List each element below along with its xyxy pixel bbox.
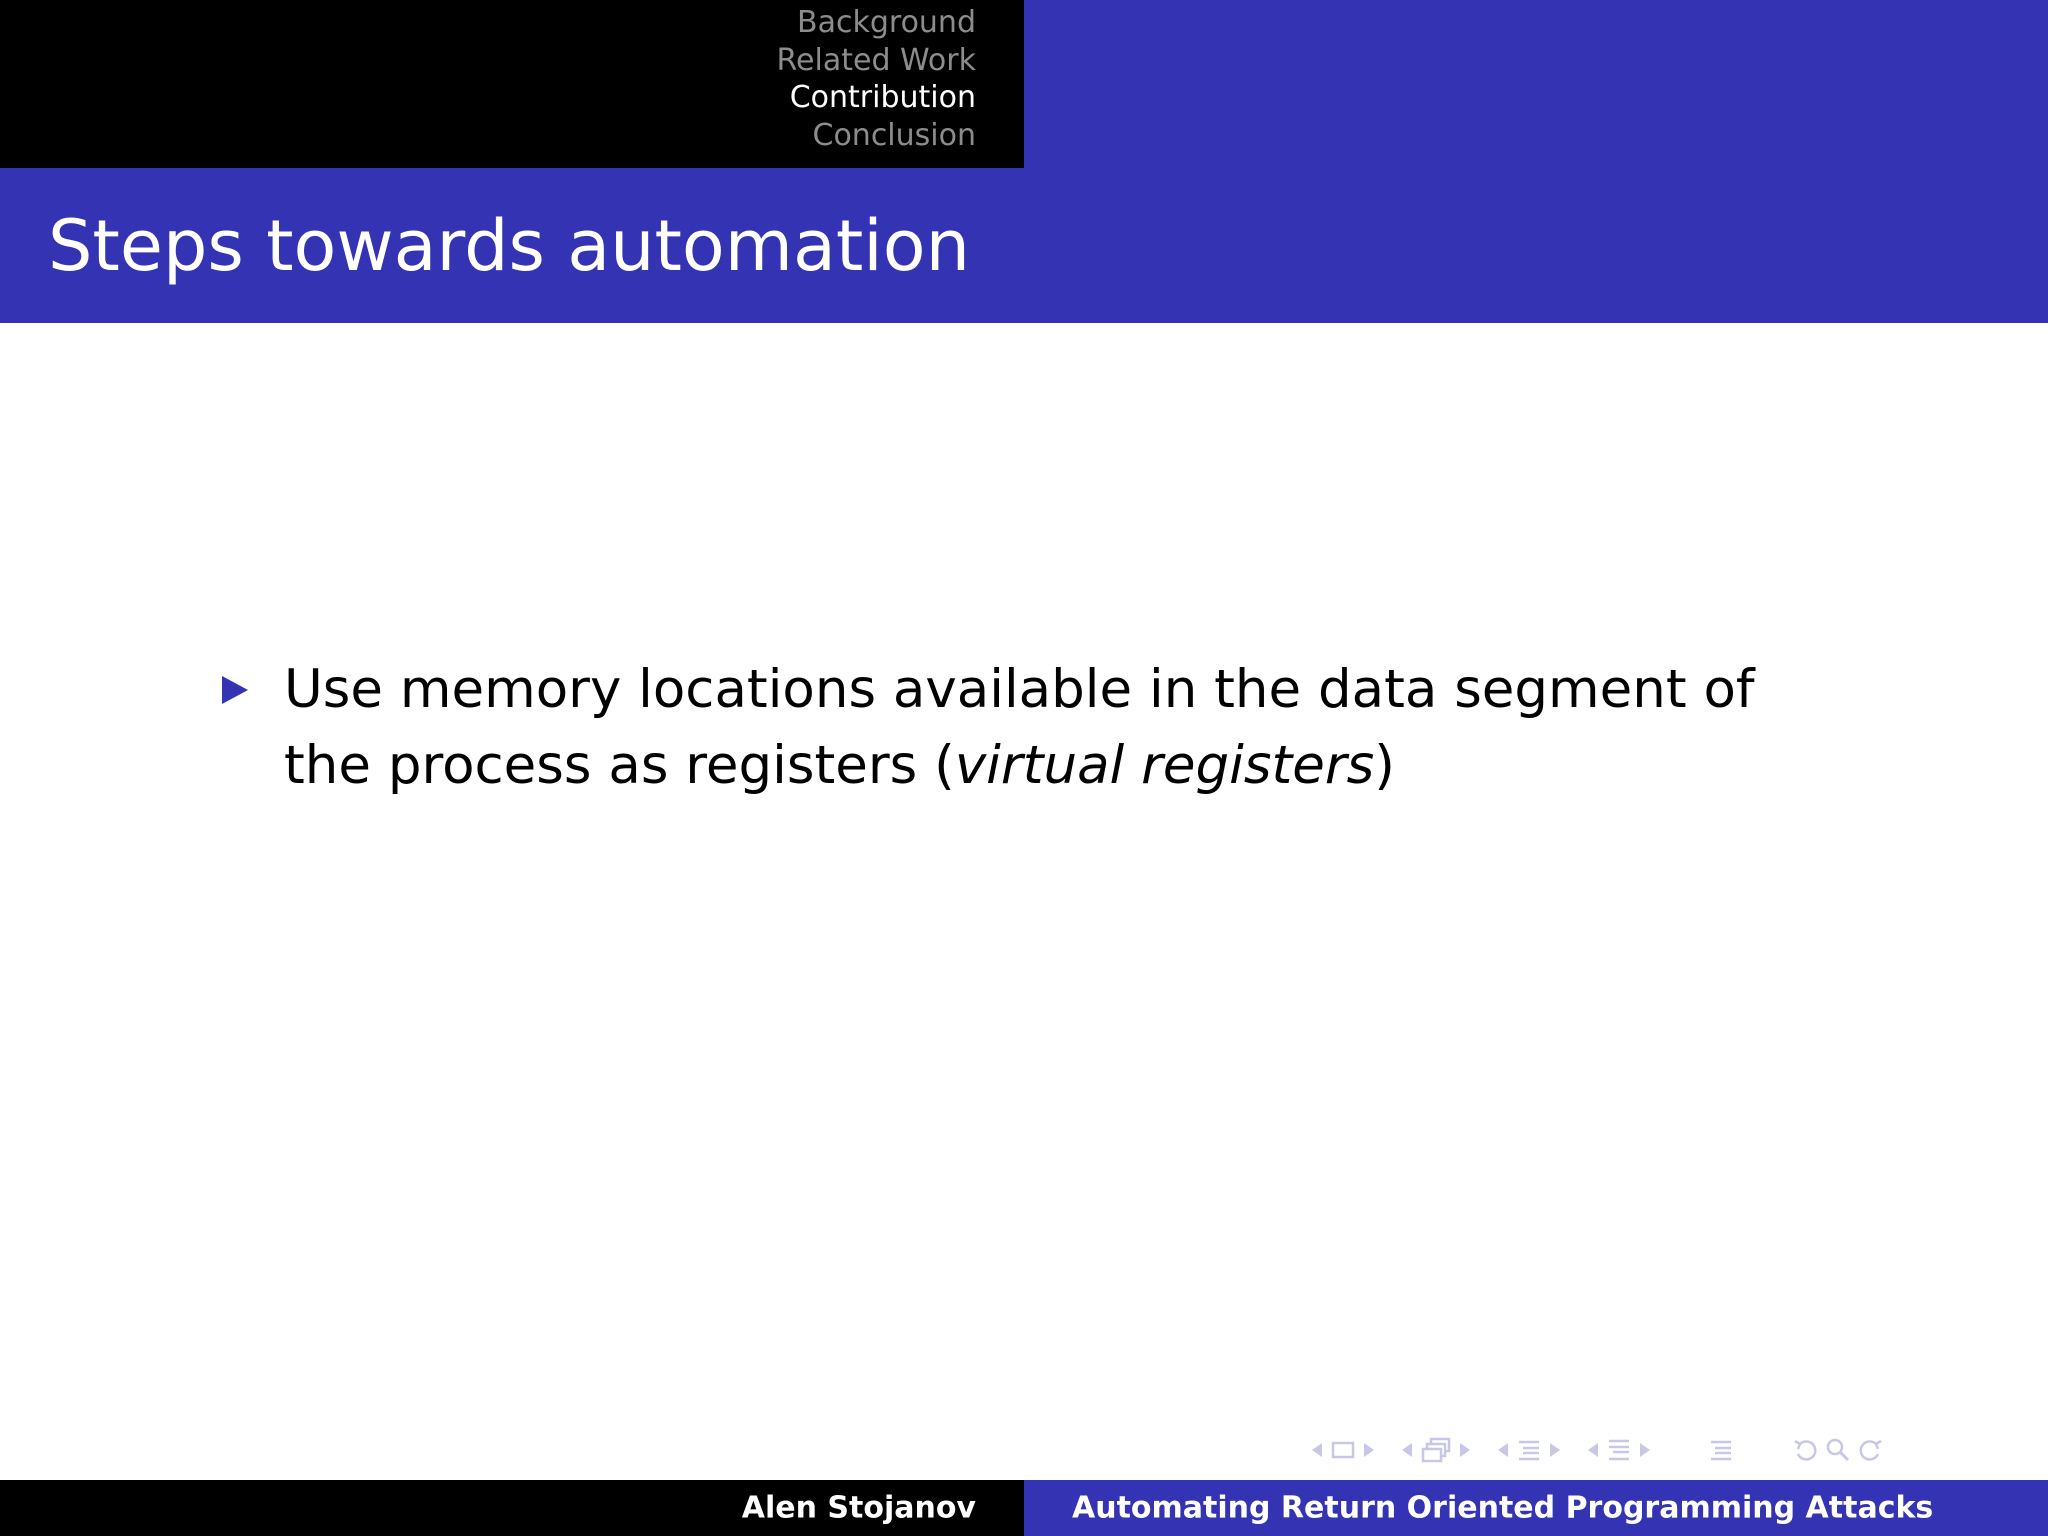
forward-arrow-icon[interactable] [1856,1436,1884,1464]
section-prev-arrow-icon[interactable] [1588,1443,1598,1457]
navigation-symbols [1312,1432,1884,1468]
slide-next-arrow-icon[interactable] [1460,1443,1470,1457]
frame-icon[interactable] [1330,1440,1356,1460]
section-next-arrow-icon[interactable] [1640,1443,1650,1457]
subsection-next-arrow-icon[interactable] [1550,1443,1560,1457]
footer-author: Alen Stojanov [741,1490,976,1526]
frame-title-bar [0,168,2048,323]
frame-prev-arrow-icon[interactable] [1312,1443,1322,1457]
footer-talk-title: Automating Return Oriented Programming Attacks [1072,1490,1934,1526]
bullet-text-emphasis: virtual registers [954,735,1375,796]
section-link-background[interactable]: Background [797,5,976,40]
bullet-item [220,652,1840,804]
bullet-text-main: Use memory locations available in the data segment of the process as registers ( [284,659,1755,796]
footer-title-panel [1024,1480,2048,1536]
frame-next-arrow-icon[interactable] [1364,1443,1374,1457]
outline-icon[interactable] [1708,1437,1734,1463]
header-accent-panel [1024,0,2048,168]
section-icon[interactable] [1606,1437,1632,1463]
bullet-text-close: ) [1374,735,1395,796]
section-nav-panel [0,0,1024,168]
section-link-contribution[interactable]: Contribution [789,80,976,115]
slide-title: Steps towards automation [48,204,970,287]
section-navigation [777,4,976,154]
section-link-conclusion[interactable]: Conclusion [812,117,976,153]
footer-author-panel [0,1480,1024,1536]
subsection-icon[interactable] [1516,1437,1542,1463]
search-icon[interactable] [1824,1436,1852,1464]
slide-icon[interactable] [1420,1436,1452,1464]
bullet-triangle-icon [222,676,248,704]
bullet-text [284,659,1755,796]
slide-content [220,652,1840,804]
header-bar [0,0,2048,168]
slide-prev-arrow-icon[interactable] [1402,1443,1412,1457]
subsection-prev-arrow-icon[interactable] [1498,1443,1508,1457]
section-link-related-work[interactable]: Related Work [776,42,976,78]
back-arrow-icon[interactable] [1792,1436,1820,1464]
footer-bar [0,1480,2048,1536]
